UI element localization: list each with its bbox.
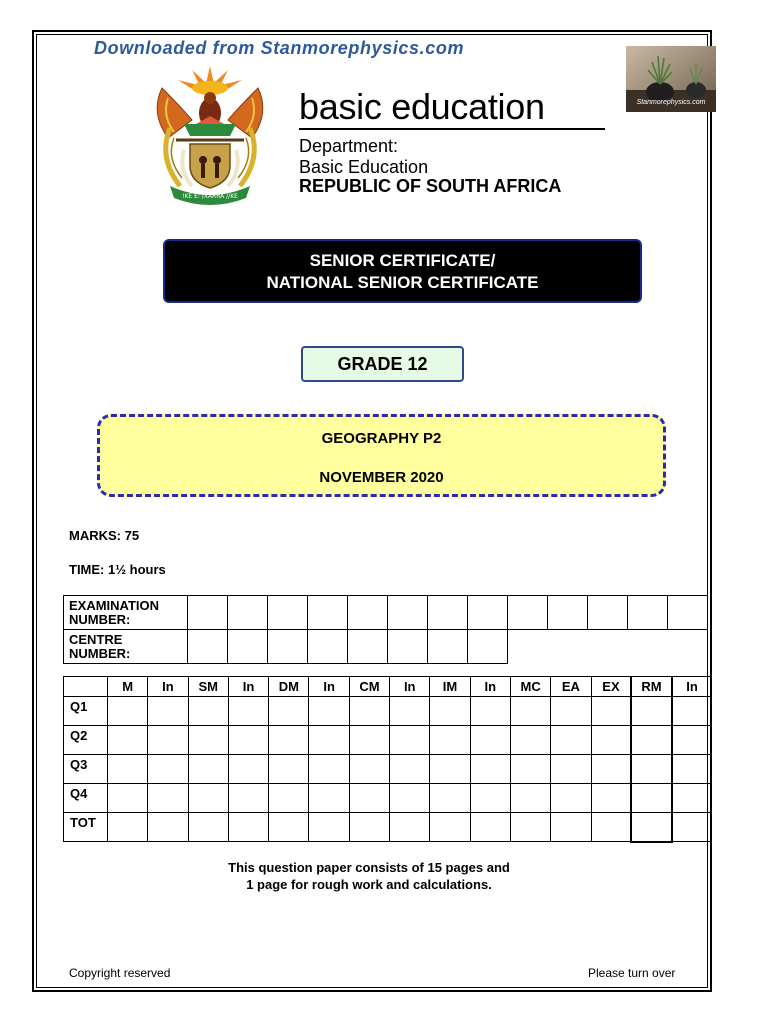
marks-entry-cell[interactable] [390, 697, 430, 726]
marks-entry-cell[interactable] [510, 726, 550, 755]
marks-entry-cell[interactable] [591, 726, 631, 755]
centre-number-cell[interactable] [188, 630, 228, 664]
marks-entry-cell[interactable] [510, 784, 550, 813]
exam-number-cell[interactable] [428, 596, 468, 630]
centre-number-cell[interactable] [268, 630, 308, 664]
centre-number-cell[interactable] [348, 630, 388, 664]
marks-entry-cell[interactable] [108, 813, 148, 842]
marks-row-label: Q3 [64, 755, 108, 784]
centre-number-label-line-1: CENTRE [69, 631, 123, 647]
centre-number-cell[interactable] [308, 630, 348, 664]
marks-entry-cell[interactable] [390, 784, 430, 813]
empty-cell [508, 630, 548, 664]
marks-row-label: TOT [64, 813, 108, 842]
marks-entry-cell[interactable] [390, 813, 430, 842]
exam-number-label-line-1: EXAMINATION [69, 597, 160, 613]
marks-column-header: In [672, 677, 712, 697]
marks-entry-cell[interactable] [672, 726, 712, 755]
marks-entry-cell[interactable] [551, 813, 591, 842]
copyright-note: Copyright reserved [69, 966, 171, 980]
total-marks: MARKS: 75 [69, 528, 140, 543]
marks-entry-cell[interactable] [269, 813, 309, 842]
marks-row [64, 726, 712, 755]
marks-entry-cell[interactable] [430, 813, 470, 842]
exam-number-cell[interactable] [228, 596, 268, 630]
marks-row [64, 784, 712, 813]
marks-entry-cell[interactable] [148, 813, 188, 842]
centre-number-cell[interactable] [468, 630, 508, 664]
marks-entry-cell[interactable] [591, 813, 631, 842]
exam-number-cell[interactable] [468, 596, 508, 630]
brand-title: basic education [299, 86, 545, 127]
marks-entry-cell[interactable] [148, 784, 188, 813]
marks-entry-cell[interactable] [188, 755, 228, 784]
certificate-line-2: NATIONAL SENIOR CERTIFICATE [266, 273, 539, 292]
marks-entry-cell[interactable] [470, 755, 510, 784]
download-source-note: Downloaded from Stanmorephysics.com [94, 38, 465, 58]
marks-entry-cell[interactable] [631, 697, 671, 726]
department-name [299, 136, 428, 178]
marks-entry-cell[interactable] [631, 755, 671, 784]
marks-entry-cell[interactable] [108, 697, 148, 726]
marks-column-header: In [148, 677, 188, 697]
exam-number-cell[interactable] [308, 596, 348, 630]
centre-number-label-line-2: NUMBER: [69, 645, 131, 661]
certificate-banner [163, 239, 642, 303]
marks-entry-cell[interactable] [228, 697, 268, 726]
exam-number-row [64, 596, 708, 630]
marks-entry-cell[interactable] [551, 755, 591, 784]
certificate-line-1: SENIOR CERTIFICATE/ [309, 251, 496, 270]
marks-entry-cell[interactable] [108, 755, 148, 784]
marks-entry-cell[interactable] [349, 813, 389, 842]
marks-header-row [64, 677, 712, 697]
turn-over-note: Please turn over [588, 966, 676, 980]
marks-column-header: CM [349, 677, 389, 697]
centre-number-cell[interactable] [228, 630, 268, 664]
marks-entry-cell[interactable] [108, 726, 148, 755]
marks-column-header: In [228, 677, 268, 697]
marks-entry-cell[interactable] [309, 726, 349, 755]
brand-underline [299, 128, 605, 130]
exam-number-cell[interactable] [188, 596, 228, 630]
marks-entry-cell[interactable] [188, 726, 228, 755]
coat-of-arms-logo [140, 58, 280, 208]
marks-entry-cell[interactable] [188, 697, 228, 726]
marks-entry-cell[interactable] [430, 755, 470, 784]
department-line-1: Department: [299, 136, 399, 156]
exam-number-cell[interactable] [588, 596, 628, 630]
marks-entry-cell[interactable] [591, 697, 631, 726]
exam-number-cell[interactable] [268, 596, 308, 630]
marks-column-header: In [309, 677, 349, 697]
marks-column-header: DM [269, 677, 309, 697]
marks-entry-cell[interactable] [551, 697, 591, 726]
marks-entry-cell[interactable] [672, 755, 712, 784]
marks-entry-cell[interactable] [631, 726, 671, 755]
marks-entry-cell[interactable] [148, 726, 188, 755]
exam-number-label [64, 596, 188, 630]
subject-box [97, 414, 666, 497]
marks-entry-cell[interactable] [349, 726, 389, 755]
stanmorephysics-photo [626, 46, 716, 112]
marks-entry-cell[interactable] [309, 784, 349, 813]
exam-number-cell[interactable] [348, 596, 388, 630]
page-count-line-2: 1 page for rough work and calculations. [246, 877, 492, 892]
subject-name: GEOGRAPHY P2 [321, 430, 442, 447]
marks-entry-cell[interactable] [349, 784, 389, 813]
marks-entry-cell[interactable] [430, 726, 470, 755]
marks-column-header: IM [430, 677, 470, 697]
marks-entry-cell[interactable] [591, 784, 631, 813]
marks-entry-cell[interactable] [309, 813, 349, 842]
centre-number-label [64, 630, 188, 664]
marks-row-label: Q4 [64, 784, 108, 813]
marks-row [64, 755, 712, 784]
centre-number-row [64, 630, 708, 664]
marks-column-header: SM [188, 677, 228, 697]
marks-entry-cell[interactable] [228, 726, 268, 755]
marks-table [63, 676, 712, 843]
marks-entry-cell[interactable] [390, 755, 430, 784]
exam-number-cell[interactable] [388, 596, 428, 630]
marks-row-label: Q2 [64, 726, 108, 755]
marks-column-header: RM [631, 677, 671, 697]
marks-entry-cell[interactable] [228, 813, 268, 842]
marks-entry-cell[interactable] [551, 784, 591, 813]
marks-entry-cell[interactable] [470, 784, 510, 813]
marks-entry-cell[interactable] [430, 784, 470, 813]
exam-time: TIME: 1½ hours [69, 562, 166, 577]
marks-entry-cell[interactable] [228, 755, 268, 784]
marks-entry-cell[interactable] [108, 784, 148, 813]
marks-entry-cell[interactable] [349, 755, 389, 784]
exam-number-cell[interactable] [628, 596, 668, 630]
marks-entry-cell[interactable] [148, 697, 188, 726]
marks-entry-cell[interactable] [188, 813, 228, 842]
page-count-line-1: This question paper consists of 15 pages and [228, 860, 510, 875]
empty-cell [548, 630, 588, 664]
marks-entry-cell[interactable] [510, 755, 550, 784]
marks-column-header: M [108, 677, 148, 697]
marks-entry-cell[interactable] [269, 755, 309, 784]
marks-entry-cell[interactable] [148, 755, 188, 784]
marks-entry-cell[interactable] [470, 697, 510, 726]
empty-cell [588, 630, 628, 664]
marks-entry-cell[interactable] [672, 813, 712, 842]
marks-entry-cell[interactable] [631, 813, 671, 842]
marks-entry-cell[interactable] [269, 726, 309, 755]
page-count-note [0, 859, 738, 893]
marks-entry-cell[interactable] [309, 755, 349, 784]
marks-entry-cell[interactable] [309, 697, 349, 726]
marks-entry-cell[interactable] [188, 784, 228, 813]
photo-caption: Stanmorephysics.com [636, 99, 706, 106]
marks-entry-cell[interactable] [228, 784, 268, 813]
corner-cell [64, 677, 108, 697]
marks-entry-cell[interactable] [390, 726, 430, 755]
marks-column-header: MC [510, 677, 550, 697]
exam-number-label-line-2: NUMBER: [69, 611, 131, 627]
exam-session: NOVEMBER 2020 [319, 469, 444, 486]
empty-cell [628, 630, 668, 664]
marks-entry-cell[interactable] [551, 726, 591, 755]
centre-number-cell[interactable] [428, 630, 468, 664]
marks-entry-cell[interactable] [510, 813, 550, 842]
coat-of-arms-motto: !KE E: /XARRA //KE [182, 193, 238, 200]
marks-column-header: EX [591, 677, 631, 697]
marks-entry-cell[interactable] [631, 784, 671, 813]
marks-entry-cell[interactable] [269, 784, 309, 813]
marks-column-header: EA [551, 677, 591, 697]
candidate-number-table [63, 595, 708, 664]
marks-entry-cell[interactable] [349, 697, 389, 726]
department-line-2: Basic Education [299, 157, 429, 177]
marks-entry-cell[interactable] [591, 755, 631, 784]
marks-column-header: In [470, 677, 510, 697]
marks-entry-cell[interactable] [269, 697, 309, 726]
exam-number-cell[interactable] [548, 596, 588, 630]
centre-number-cell[interactable] [388, 630, 428, 664]
country-name: REPUBLIC OF SOUTH AFRICA [299, 176, 562, 196]
marks-row-label: Q1 [64, 697, 108, 726]
empty-cell [668, 630, 708, 664]
exam-number-cell[interactable] [668, 596, 708, 630]
exam-number-cell[interactable] [508, 596, 548, 630]
marks-entry-cell[interactable] [470, 813, 510, 842]
marks-entry-cell[interactable] [672, 697, 712, 726]
marks-row [64, 813, 712, 842]
marks-row [64, 697, 712, 726]
marks-entry-cell[interactable] [672, 784, 712, 813]
grade-badge: GRADE 12 [301, 346, 464, 382]
marks-entry-cell[interactable] [430, 697, 470, 726]
marks-entry-cell[interactable] [510, 697, 550, 726]
marks-entry-cell[interactable] [470, 726, 510, 755]
marks-column-header: In [390, 677, 430, 697]
